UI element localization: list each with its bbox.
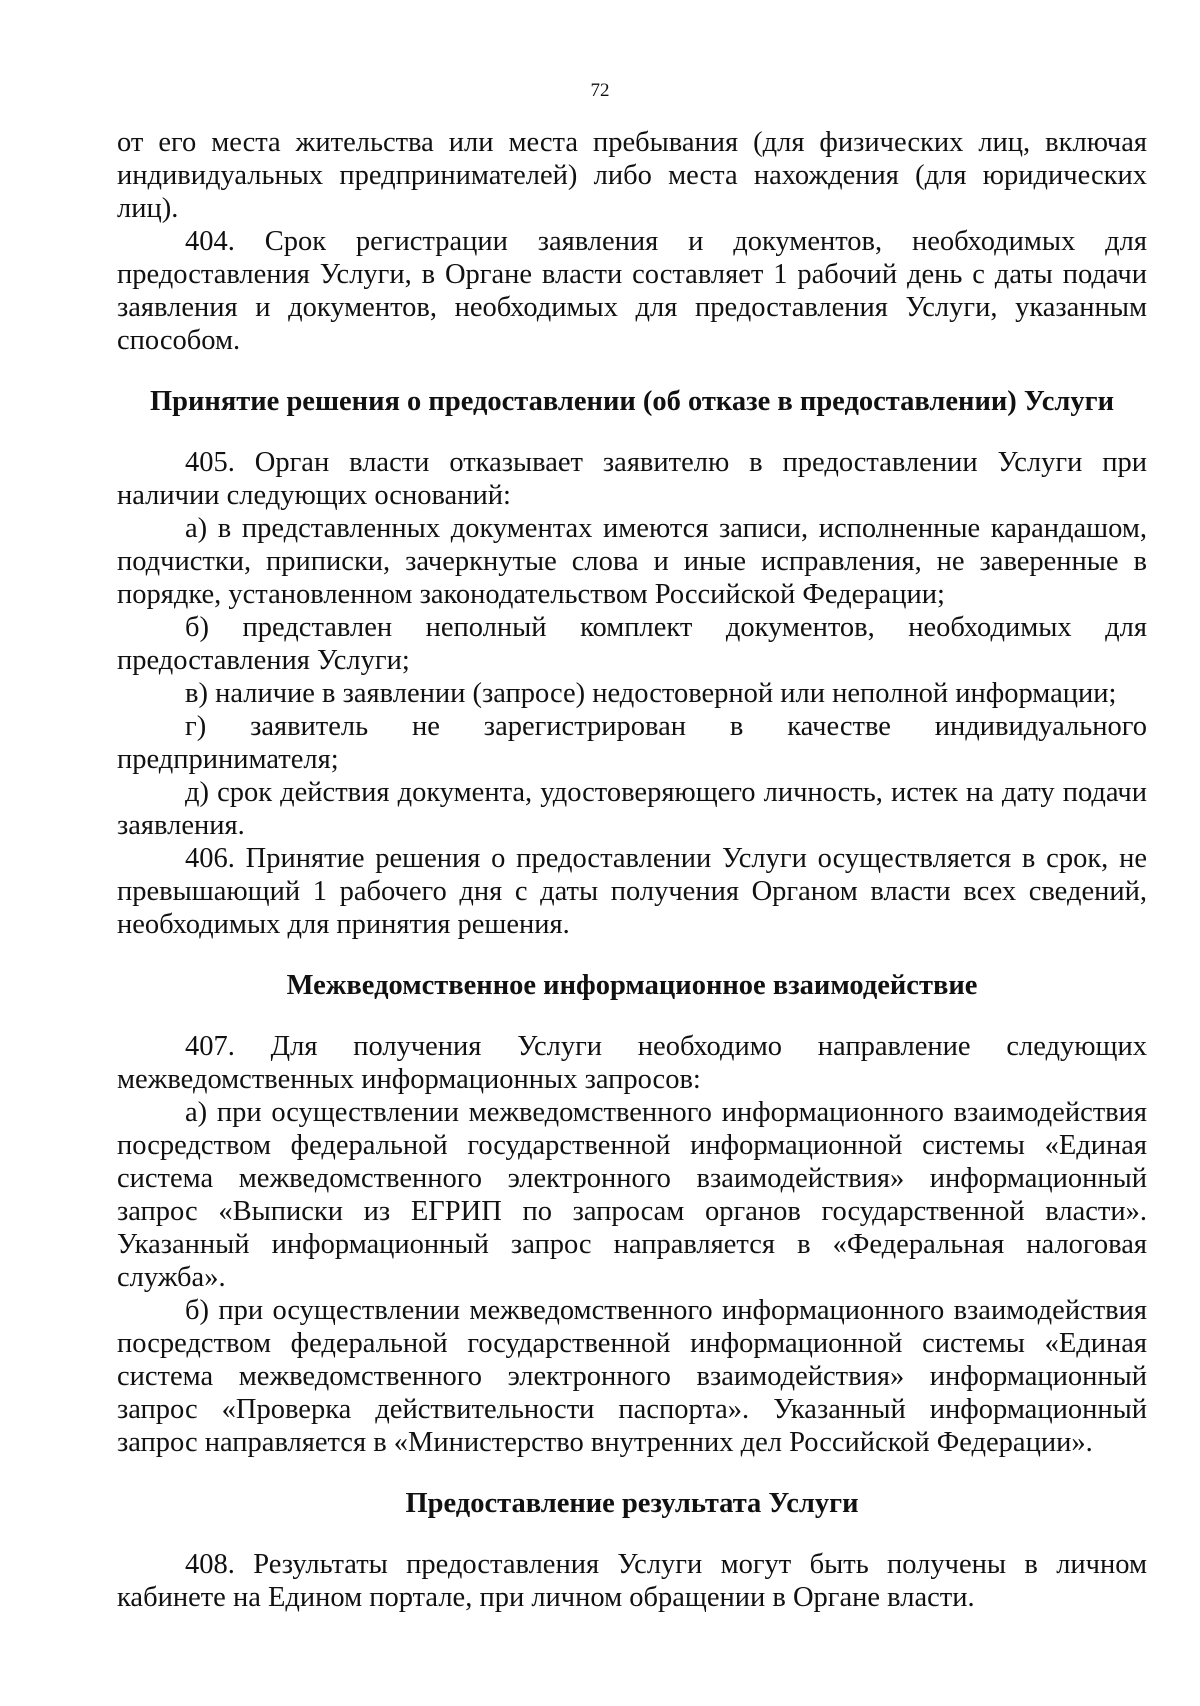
paragraph-continuation: от его места жительства или места пребывания (для физических лиц, включая индивидуальных предпринимателей) либо места нахождения (для юридических лиц). bbox=[117, 127, 1147, 224]
document-body bbox=[117, 126, 1147, 1614]
page-number: 72 bbox=[590, 80, 610, 101]
paragraph-407: 407. Для получения Услуги необходимо направление следующих межведомственных информационных запросов: bbox=[117, 1031, 1147, 1095]
list-item-v: в) наличие в заявлении (запросе) недостоверной или неполной информации; bbox=[185, 678, 1117, 709]
section-heading-decision: Принятие решения о предоставлении (об отказе в предоставлении) Услуги bbox=[149, 386, 1114, 417]
list-item-g: г) заявитель не зарегистрирован в качестве индивидуального предпринимателя; bbox=[117, 711, 1147, 775]
list-item-a-407: а) при осуществлении межведомственного информационного взаимодействия посредством федеральной государственной информационной системы «Единая система межведомственного электронного взаимодействия» информационный запрос «Выписки из ЕГРИП по запросам органов государственной власти». Указанный информационный запрос направляется в «Федеральная налоговая служба». bbox=[117, 1097, 1147, 1293]
section-heading-interagency: Межведомственное информационное взаимодействие bbox=[286, 970, 978, 1001]
list-item-d: д) срок действия документа, удостоверяющего личность, истек на дату подачи заявления. bbox=[117, 777, 1147, 841]
list-item-b-407: б) при осуществлении межведомственного информационного взаимодействия посредством федеральной государственной информационной системы «Единая система межведомственного электронного взаимодействия» информационный запрос «Проверка действительности паспорта». Указанный информационный запрос направляется в «Министерство внутренних дел Российской Федерации». bbox=[117, 1295, 1147, 1458]
paragraph-406: 406. Принятие решения о предоставлении Услуги осуществляется в срок, не превышающий 1 рабочего дня с даты получения Органом власти всех сведений, необходимых для принятия решения. bbox=[117, 843, 1147, 940]
section-heading-result: Предоставление результата Услуги bbox=[405, 1488, 859, 1519]
paragraph-405: 405. Орган власти отказывает заявителю в предоставлении Услуги при наличии следующих оснований: bbox=[117, 447, 1147, 511]
paragraph-408: 408. Результаты предоставления Услуги могут быть получены в личном кабинете на Едином портале, при личном обращении в Органе власти. bbox=[117, 1549, 1147, 1613]
list-item-b: б) представлен неполный комплект документов, необходимых для предоставления Услуги; bbox=[117, 612, 1147, 676]
list-item-a: а) в представленных документах имеются записи, исполненные карандашом, подчистки, приписки, зачеркнутые слова и иные исправления, не заверенные в порядке, установленном законодательством Российской Федерации; bbox=[117, 513, 1147, 610]
paragraph-404: 404. Срок регистрации заявления и документов, необходимых для предоставления Услуги, в Органе власти составляет 1 рабочий день с даты подачи заявления и документов, необходимых для предоставления Услуги, указанным способом. bbox=[117, 226, 1147, 356]
